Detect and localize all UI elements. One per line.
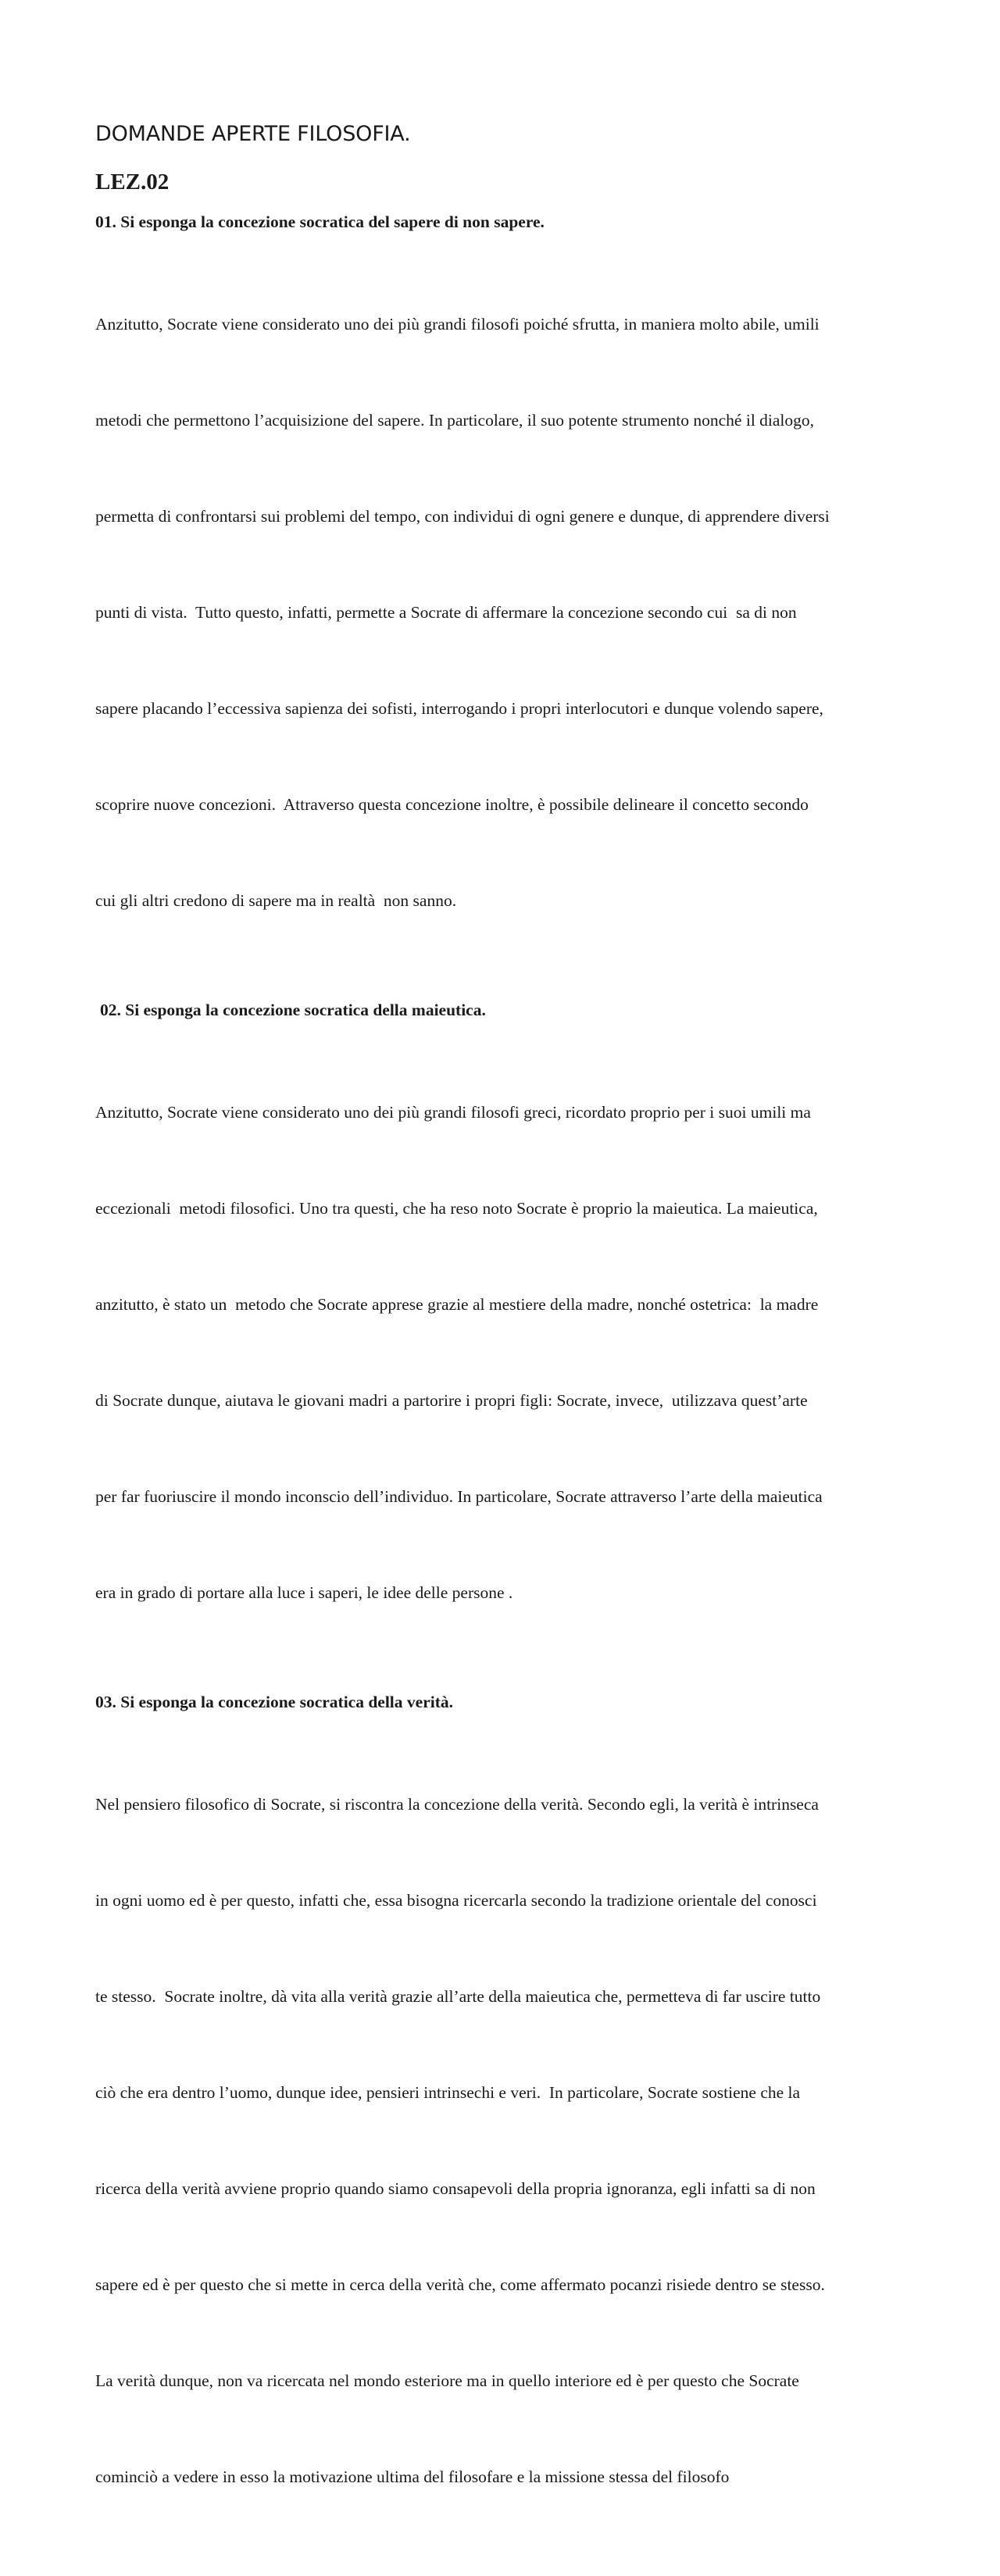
answer-line: in ogni uomo ed è per questo, infatti che, essa bisogna ricercarla secondo la tradizione orientale del conosci (95, 1891, 817, 1910)
answer-line: di Socrate dunque, aiutava le giovani madri a partorire i propri figli: Socrate, invece, utilizzava quest’arte (95, 1391, 808, 1411)
answer-3 (95, 1725, 916, 2557)
answer-line: metodi che permettono l’acquisizione del sapere. In particolare, il suo potente strumento nonché il dialogo, (95, 411, 815, 430)
answer-2 (95, 1033, 916, 1673)
answer-line: ricerca della verità avviene proprio quando siamo consapevoli della propria ignoranza, egli infatti sa di non (95, 2179, 816, 2198)
question-3: 03. Si esponga la concezione socratica della verità. (95, 1693, 453, 1712)
answer-line: scoprire nuove concezioni. Attraverso questa concezione inoltre, è possibile delineare il concetto secondo (95, 795, 809, 815)
question-1: 01. Si esponga la concezione socratica del sapere di non sapere. (95, 212, 545, 232)
answer-line: La verità dunque, non va ricercata nel mondo esteriore ma in quello interiore ed è per questo che Socrate (95, 2371, 799, 2390)
document-title: DOMANDE APERTE FILOSOFIA. (95, 122, 411, 146)
answer-line: Nel pensiero filosofico di Socrate, si riscontra la concezione della verità. Secondo egli, la verità è intrinseca (95, 1795, 819, 1814)
answer-line: punti di vista. Tutto questo, infatti, permette a Socrate di affermare la concezione secondo cui sa di non (95, 603, 797, 623)
answer-line: permetta di confrontarsi sui problemi del tempo, con individui di ogni genere e dunque, di apprendere diversi (95, 507, 830, 526)
answer-line: per far fuoriuscire il mondo inconscio dell’individuo. In particolare, Socrate attraverso l’arte della maieutica (95, 1487, 823, 1507)
answer-line: cui gli altri credono di sapere ma in realtà non sanno. (95, 891, 457, 911)
answer-1 (95, 244, 916, 981)
answer-line: anzitutto, è stato un metodo che Socrate apprese grazie al mestiere della madre, nonché ostetrica: la madre (95, 1295, 819, 1315)
answer-line: ciò che era dentro l’uomo, dunque idee, pensieri intrinsechi e veri. In particolare, Socrate sostiene che la (95, 2083, 801, 2102)
answer-line: era in grado di portare alla luce i saperi, le idee delle persone . (95, 1583, 513, 1603)
question-2: 02. Si esponga la concezione socratica della maieutica. (100, 1001, 486, 1020)
document-content (95, 122, 916, 2576)
answer-line: Anzitutto, Socrate viene considerato uno dei più grandi filosofi poiché sfrutta, in maniera molto abile, umili (95, 315, 820, 334)
answer-line: sapere placando l’eccessiva sapienza dei sofisti, interrogando i propri interlocutori e dunque volendo sapere, (95, 699, 823, 719)
answer-line: sapere ed è per questo che si mette in cerca della verità che, come affermato pocanzi risiede dentro se stesso. (95, 2275, 825, 2294)
answer-line: te stesso. Socrate inoltre, dà vita alla verità grazie all’arte della maieutica che, permetteva di far uscire tutto (95, 1987, 821, 2006)
lesson-heading: LEZ.02 (95, 169, 170, 195)
answer-line: Anzitutto, Socrate viene considerato uno dei più grandi filosofi greci, ricordato proprio per i suoi umili ma (95, 1103, 811, 1122)
answer-line: eccezionali metodi filosofici. Uno tra questi, che ha reso noto Socrate è proprio la maieutica. La maieutica, (95, 1199, 818, 1218)
answer-line: cominciò a vedere in esso la motivazione ultima del filosofare e la missione stessa del filosofo (95, 2467, 730, 2486)
